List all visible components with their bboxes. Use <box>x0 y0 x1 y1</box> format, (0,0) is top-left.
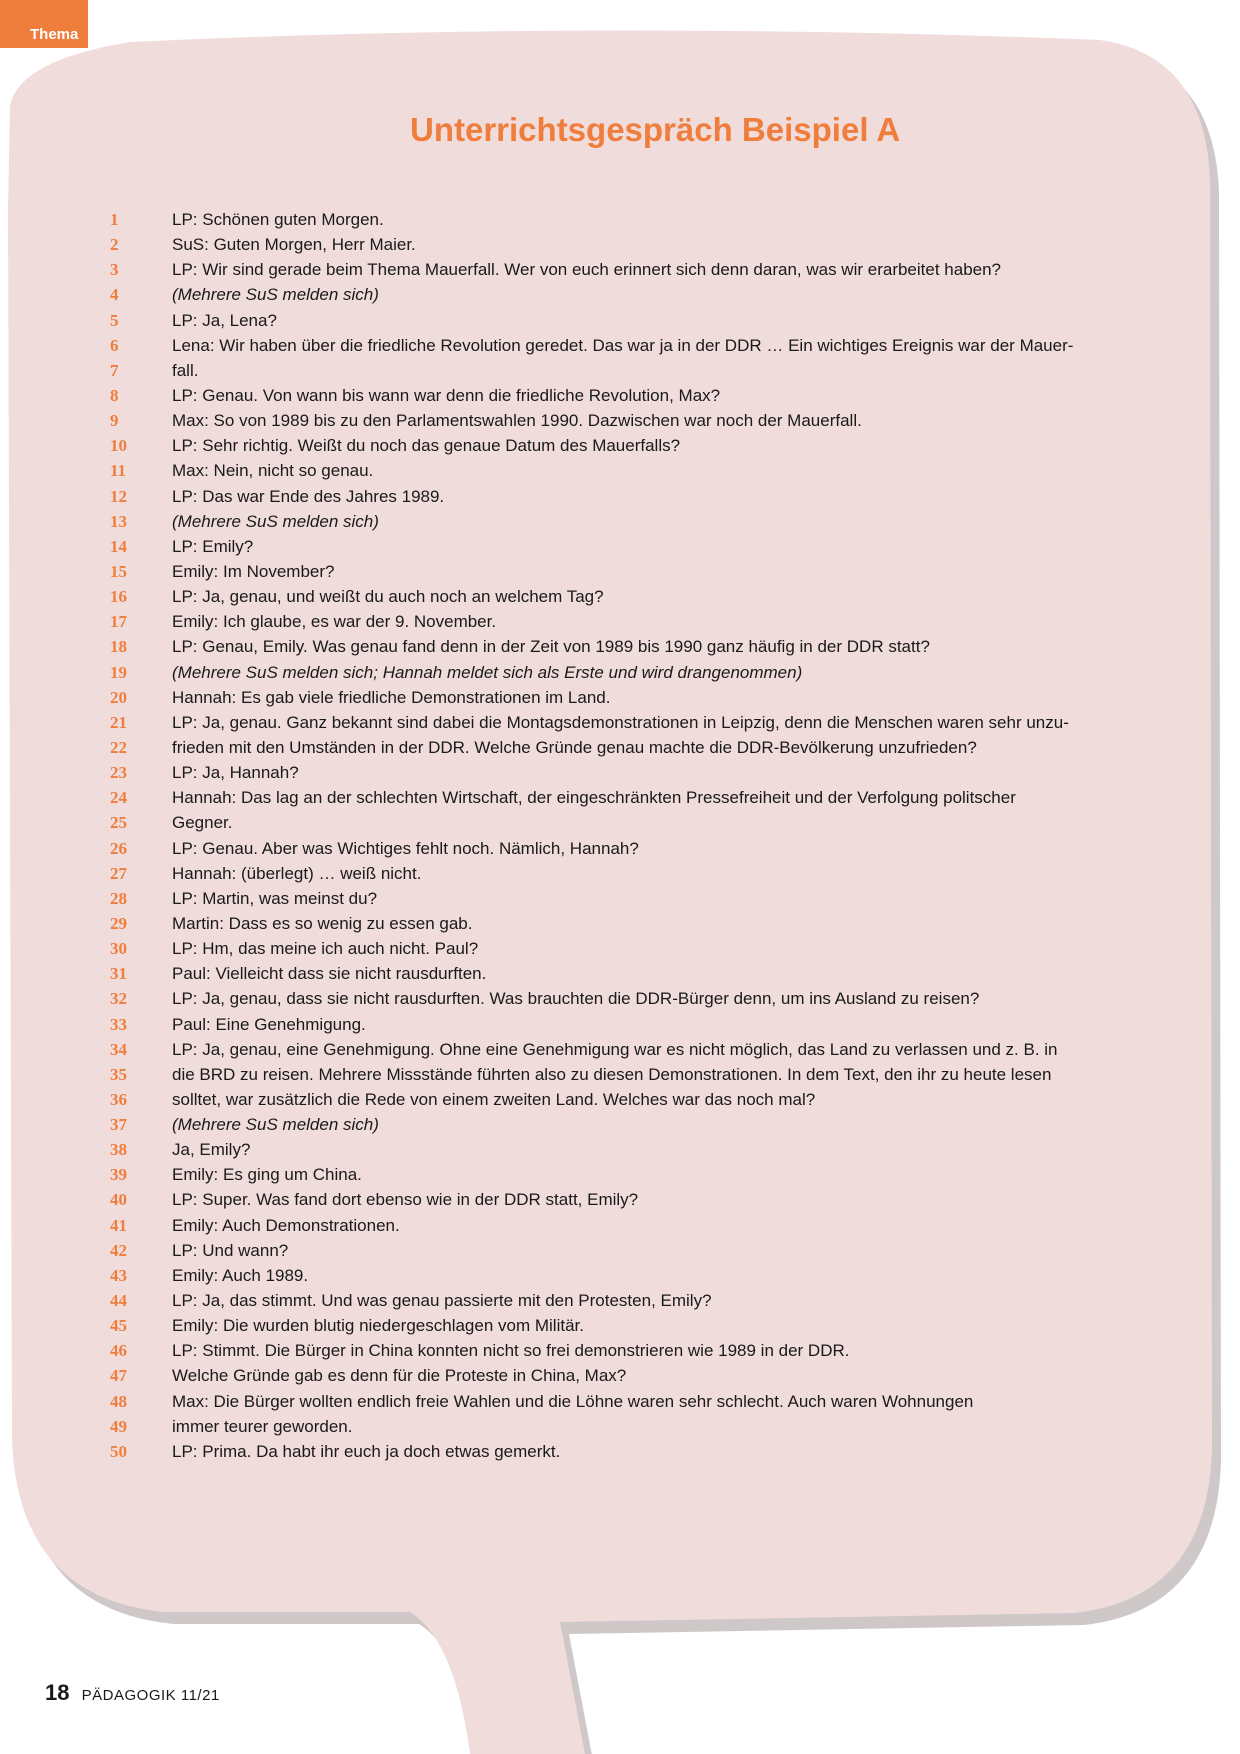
transcript-line <box>110 484 1140 509</box>
line-text: LP: Genau. Von wann bis wann war denn die friedliche Revolution, Max? <box>172 385 721 405</box>
transcript-line <box>110 911 1140 936</box>
line-number: 22 <box>110 737 127 757</box>
line-text: LP: Sehr richtig. Weißt du noch das genaue Datum des Mauerfalls? <box>172 436 681 456</box>
line-number: 39 <box>110 1165 127 1185</box>
line-number: 47 <box>110 1366 127 1386</box>
line-text: LP: Das war Ende des Jahres 1989. <box>172 486 445 506</box>
transcript-line <box>110 1087 1140 1112</box>
transcript-line <box>110 257 1140 282</box>
line-text: LP: Ja, genau, eine Genehmigung. Ohne eine Genehmigung war es nicht möglich, das Land zu verlassen und z. B. in <box>172 1039 1058 1059</box>
transcript-line <box>110 961 1140 986</box>
line-number: 14 <box>110 536 127 556</box>
page-number: 18 <box>45 1680 70 1705</box>
line-number: 30 <box>110 939 127 959</box>
line-text: LP: Prima. Da habt ihr euch ja doch etwas gemerkt. <box>172 1441 561 1461</box>
line-number: 26 <box>110 838 127 858</box>
line-text: Max: Die Bürger wollten endlich freie Wahlen und die Löhne waren sehr schlecht. Auch waren Wohnungen <box>172 1391 974 1411</box>
line-text: LP: Stimmt. Die Bürger in China konnten nicht so frei demonstrieren wie 1989 in der DDR. <box>172 1341 850 1361</box>
line-text: LP: Ja, Hannah? <box>172 763 299 783</box>
line-text: LP: Martin, was meinst du? <box>172 888 378 908</box>
stage-direction: (Mehrere SuS melden sich; Hannah meldet sich als Erste und wird drangenommen) <box>172 662 803 682</box>
line-text: Hannah: Das lag an der schlechten Wirtschaft, der eingeschränkten Pressefreiheit und der Verfolgung politscher <box>172 788 1016 808</box>
line-number: 18 <box>110 637 127 657</box>
transcript-line <box>110 534 1140 559</box>
line-number: 16 <box>110 587 127 607</box>
line-number: 23 <box>110 763 127 783</box>
line-text: immer teurer geworden. <box>172 1416 353 1436</box>
transcript-line <box>110 383 1140 408</box>
line-number: 21 <box>110 712 127 732</box>
transcript-line <box>110 1187 1140 1212</box>
line-number: 3 <box>110 260 119 280</box>
line-number: 49 <box>110 1416 127 1436</box>
transcript-line <box>110 660 1140 685</box>
transcript-line <box>110 810 1140 835</box>
line-number: 40 <box>110 1190 127 1210</box>
transcript-line <box>110 1439 1140 1464</box>
line-text: Emily: Auch 1989. <box>172 1265 309 1285</box>
line-number: 15 <box>110 561 127 581</box>
line-number: 38 <box>110 1140 127 1160</box>
transcript-line <box>110 710 1140 735</box>
transcript-line <box>110 207 1140 232</box>
transcript-line <box>110 986 1140 1011</box>
line-number: 17 <box>110 612 127 632</box>
line-text: Lena: Wir haben über die friedliche Revolution geredet. Das war ja in der DDR … Ein wichtiges Ereignis war der Mauer- <box>172 335 1074 355</box>
line-number: 45 <box>110 1316 127 1336</box>
transcript-line <box>110 1414 1140 1439</box>
transcript-line <box>110 333 1140 358</box>
transcript-list <box>110 207 1140 1464</box>
line-text: LP: Emily? <box>172 536 254 556</box>
line-number: 37 <box>110 1115 127 1135</box>
line-number: 19 <box>110 662 127 682</box>
line-number: 33 <box>110 1014 127 1034</box>
line-number: 5 <box>110 310 119 330</box>
transcript-line <box>110 936 1140 961</box>
line-text: LP: Ja, das stimmt. Und was genau passierte mit den Protesten, Emily? <box>172 1291 712 1311</box>
transcript-line <box>110 1112 1140 1137</box>
line-number: 7 <box>110 360 119 380</box>
line-number: 36 <box>110 1089 127 1109</box>
line-text: Emily: Ich glaube, es war der 9. November. <box>172 612 497 632</box>
transcript-line <box>110 1062 1140 1087</box>
line-text: LP: Und wann? <box>172 1240 289 1260</box>
line-number: 28 <box>110 888 127 908</box>
line-text: Hannah: Es gab viele friedliche Demonstrationen im Land. <box>172 687 611 707</box>
line-text: Max: Nein, nicht so genau. <box>172 461 374 481</box>
transcript-line <box>110 509 1140 534</box>
line-text: LP: Ja, genau. Ganz bekannt sind dabei die Montagsdemonstrationen in Leipzig, denn die Menschen waren sehr unzu- <box>172 712 1069 732</box>
section-tab <box>0 0 88 48</box>
transcript-line <box>110 1288 1140 1313</box>
line-text: Ja, Emily? <box>172 1140 251 1160</box>
line-text: LP: Genau, Emily. Was genau fand denn in der Zeit von 1989 bis 1990 ganz häufig in der DDR statt? <box>172 637 930 657</box>
line-number: 32 <box>110 989 127 1009</box>
line-text: die BRD zu reisen. Mehrere Missstände führten also zu diesen Demonstrationen. In dem Text, den ihr zu heute lesen <box>172 1064 1052 1084</box>
transcript-line <box>110 1363 1140 1388</box>
line-number: 11 <box>110 461 127 481</box>
transcript-line <box>110 408 1140 433</box>
transcript-line <box>110 735 1140 760</box>
line-number: 13 <box>110 511 127 531</box>
line-number: 34 <box>110 1039 127 1059</box>
transcript-line <box>110 609 1140 634</box>
line-number: 46 <box>110 1341 127 1361</box>
line-text: Emily: Im November? <box>172 561 335 581</box>
transcript-line <box>110 1012 1140 1037</box>
line-text: Max: So von 1989 bis zu den Parlamentswahlen 1990. Dazwischen war noch der Mauerfall. <box>172 411 862 431</box>
line-number: 8 <box>110 385 119 405</box>
line-number: 20 <box>110 687 127 707</box>
line-text: fall. <box>172 360 199 380</box>
stage-direction: (Mehrere SuS melden sich) <box>172 1115 379 1135</box>
transcript-line <box>110 1137 1140 1162</box>
line-text: LP: Schönen guten Morgen. <box>172 210 384 229</box>
transcript-line <box>110 282 1140 307</box>
line-number: 9 <box>110 411 119 431</box>
transcript-line <box>110 634 1140 659</box>
transcript-line <box>110 1238 1140 1263</box>
line-number: 43 <box>110 1265 127 1285</box>
page-title: Unterrichtsgespräch Beispiel A <box>410 111 901 148</box>
transcript-line <box>110 760 1140 785</box>
transcript-line <box>110 886 1140 911</box>
stage-direction: (Mehrere SuS melden sich) <box>172 511 379 531</box>
transcript-line <box>110 458 1140 483</box>
line-text: LP: Super. Was fand dort ebenso wie in der DDR statt, Emily? <box>172 1190 639 1210</box>
line-number: 31 <box>110 964 127 984</box>
line-number: 24 <box>110 788 127 808</box>
stage-direction: (Mehrere SuS melden sich) <box>172 285 379 305</box>
line-text: SuS: Guten Morgen, Herr Maier. <box>172 235 416 255</box>
line-text: solltet, war zusätzlich die Rede von einem zweiten Land. Welches war das noch mal? <box>172 1089 816 1109</box>
line-number: 29 <box>110 913 127 933</box>
line-text: Paul: Vielleicht dass sie nicht rausdurften. <box>172 964 487 984</box>
line-text: LP: Hm, das meine ich auch nicht. Paul? <box>172 939 479 959</box>
line-number: 12 <box>110 486 127 506</box>
transcript-line <box>110 1338 1140 1363</box>
line-text: Paul: Eine Genehmigung. <box>172 1014 366 1034</box>
transcript-line <box>110 1313 1140 1338</box>
transcript-line <box>110 1389 1140 1414</box>
journal-issue: PÄDAGOGIK 11/21 <box>81 1687 220 1704</box>
transcript-line <box>110 1037 1140 1062</box>
line-text: Martin: Dass es so wenig zu essen gab. <box>172 913 473 933</box>
line-number: 48 <box>110 1391 127 1411</box>
line-text: LP: Ja, Lena? <box>172 310 277 330</box>
line-number: 42 <box>110 1240 127 1260</box>
transcript-line <box>110 685 1140 710</box>
transcript-line <box>110 1263 1140 1288</box>
line-number: 1 <box>110 210 119 229</box>
transcript-line <box>110 358 1140 383</box>
line-number: 50 <box>110 1441 127 1461</box>
line-number: 27 <box>110 863 127 883</box>
line-number: 25 <box>110 813 127 833</box>
transcript-line <box>110 836 1140 861</box>
line-text: Hannah: (überlegt) … weiß nicht. <box>172 863 422 883</box>
transcript-line <box>110 433 1140 458</box>
line-text: LP: Wir sind gerade beim Thema Mauerfall. Wer von euch erinnert sich denn daran, was wir erarbeitet haben? <box>172 260 1002 280</box>
line-text: frieden mit den Umständen in der DDR. Welche Gründe genau machte die DDR-Bevölkerung unzufrieden? <box>172 737 977 757</box>
line-number: 6 <box>110 335 119 355</box>
line-text: LP: Genau. Aber was Wichtiges fehlt noch. Nämlich, Hannah? <box>172 838 639 858</box>
transcript-line <box>110 559 1140 584</box>
section-label: Thema <box>30 26 79 43</box>
transcript-line <box>110 1162 1140 1187</box>
line-number: 10 <box>110 436 127 456</box>
transcript-line <box>110 232 1140 257</box>
transcript-line <box>110 584 1140 609</box>
line-text: Emily: Auch Demonstrationen. <box>172 1215 400 1235</box>
page-footer <box>45 1680 220 1706</box>
line-number: 44 <box>110 1291 127 1311</box>
line-number: 4 <box>110 285 119 305</box>
line-number: 35 <box>110 1064 127 1084</box>
transcript-line <box>110 308 1140 333</box>
transcript-line <box>110 861 1140 886</box>
transcript-line <box>110 1213 1140 1238</box>
line-text: Welche Gründe gab es denn für die Proteste in China, Max? <box>172 1366 627 1386</box>
transcript-line <box>110 785 1140 810</box>
line-text: LP: Ja, genau, dass sie nicht rausdurften. Was brauchten die DDR-Bürger denn, um ins Ausland zu reisen? <box>172 989 980 1009</box>
line-text: LP: Ja, genau, und weißt du auch noch an welchem Tag? <box>172 587 604 607</box>
line-text: Emily: Die wurden blutig niedergeschlagen vom Militär. <box>172 1316 584 1336</box>
line-text: Emily: Es ging um China. <box>172 1165 362 1185</box>
line-number: 2 <box>110 235 119 255</box>
line-number: 41 <box>110 1215 127 1235</box>
line-text: Gegner. <box>172 813 233 833</box>
